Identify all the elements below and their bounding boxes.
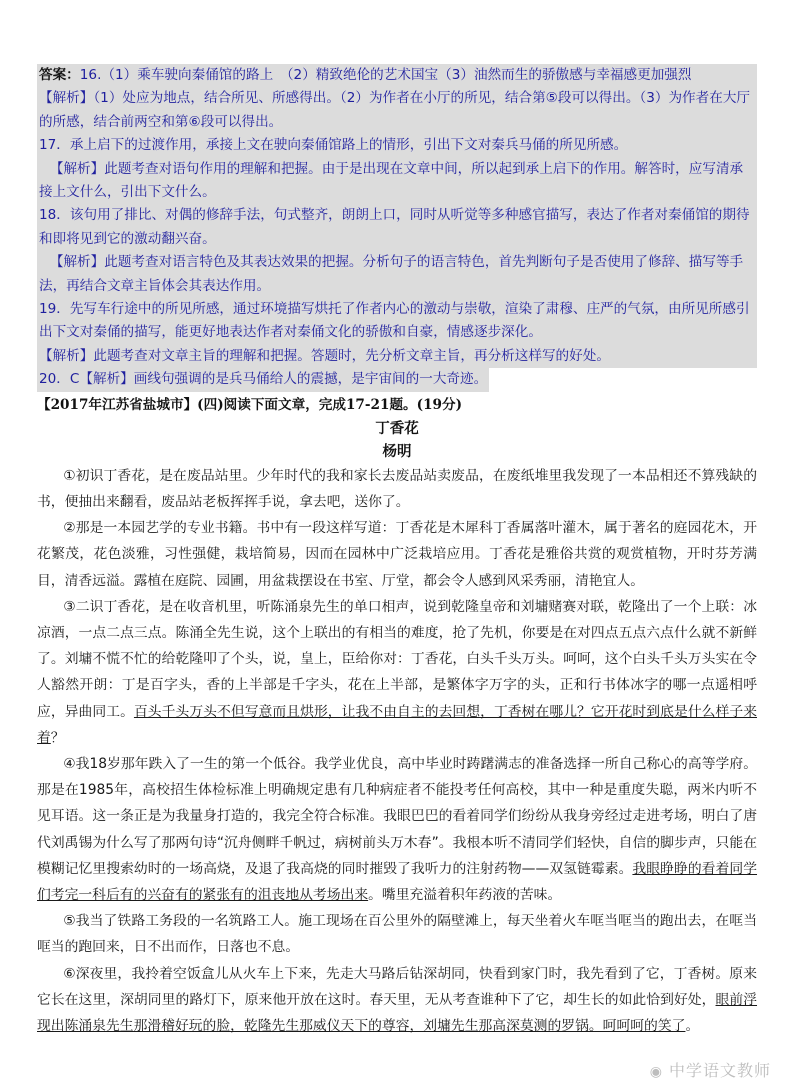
watermark-text: 中学语文教师	[668, 1061, 771, 1080]
answer-16-analysis: 【解析】（1）处应为地点，结合所见、所感得出。（2）为作者在小厅的所见，结合第⑤段可以得出。（3）为作者在大厅的所感，结合前两空和第⑥段可以得出。	[39, 90, 751, 130]
answer-19-analysis: 【解析】此题考查对文章主旨的理解和把握。答题时，先分析文章主旨，再分析这样写的好处。	[39, 347, 610, 364]
paragraph-6: ⑥深夜里，我拎着空饭盒儿从火车上下来，先走大马路后钻深胡同，快看到家门时，我先看到了它，丁香树。原来它长在这里，深胡同里的路灯下，原来他开放在这时。春天里，无从考查谁种下了它，却生长的如此恰到好处，眼前浮现出陈涌泉先生那滑稽好玩的脸，乾隆先生那威仪天下的尊容，刘墉先生那高深莫测的罗锅。呵呵呵的笑了。	[37, 965, 758, 1034]
watermark	[650, 1058, 771, 1081]
article-title: 丁香花	[375, 419, 419, 437]
wechat-icon: ◉	[649, 1064, 663, 1080]
answer-19: 19．先写车行途中的所见所感，通过环境描写烘托了作者内心的激动与崇敬，渲染了肃穆、庄严的气氛，由所见所感引出下文对秦俑的描写，能更好地表达作者对秦俑文化的骄傲和自豪，情感逐步深化。	[39, 301, 750, 341]
answer-label: 答案：	[39, 67, 80, 83]
question-source-line: 【2017年江苏省盐城市】(四)阅读下面文章，完成17-21题。(19分)	[37, 396, 463, 413]
paragraph-1: ①初识丁香花，是在废品站里。少年时代的我和家长去废品站卖废品，在废纸堆里我发现了一本品相还不算残缺的书，便抽出来翻看，废品站老板挥挥手说，拿去吧，送你了。	[37, 467, 757, 510]
paragraph-2: ②那是一本园艺学的专业书籍。书中有一段这样写道：丁香花是木犀科丁香属落叶灌木，属于著名的庭园花木，开花繁茂，花色淡雅，习性强健，栽培简易，因而在园林中广泛栽培应用。丁香花是雅俗共赏的观赏植物，开时芬芳满目，清香远溢。露植在庭院、园圃，用盆栽摆设在书室、厅堂，都会令人感到风采秀丽，清艳宜人。	[37, 520, 757, 589]
underlined-sentence: 百头千头万头不但写意而且烘形，让我不由自主的去回想，丁香树在哪儿？它开花时到底是什么样子来着	[37, 703, 758, 746]
article-author: 杨明	[382, 442, 412, 460]
answer-20: 20．C【解析】画线句强调的是兵马俑给人的震撼，是宇宙间的一大奇迹。	[37, 368, 489, 391]
answer-16: 答案：16.（1）乘车驶向秦俑馆的路上 （2）精致绝伦的艺术国宝（3）油然而生的骄傲感与幸福感更加强烈	[39, 67, 692, 83]
paragraph-5: ⑤我当了铁路工务段的一名筑路工人。施工现场在百公里外的隔壁滩上，每天坐着火车哐当哐当的跑出去，在哐当哐当的跑回来，日不出而作，日落也不息。	[37, 913, 757, 956]
answer-17: 17．承上启下的过渡作用，承接上文在驶向秦俑馆路上的情形，引出下文对秦兵马俑的所见所感。	[39, 137, 628, 154]
paragraph-4: ④我18岁那年跌入了一生的第一个低谷。我学业优良，高中毕业时踌躇满志的准备选择一所自己称心的高等学府。那是在1985年，高校招生体检标准上明确规定患有几种病症者不能投考任何高校，其中一种是重度失聪，两米内听不见耳语。这一条正是为我量身打造的，我完全符合标准。我眼巴巴的看着同学们纷纷从我身旁经过走进考场，明白了唐代刘禹锡为什么写了那两句诗“沉舟侧畔千帆过，病树前头万木春”。我根本听不清同学们轻快，自信的脚步声，只能在模糊记忆里搜索幼时的一场高烧，及退了我高烧的同时摧毁了我听力的注射药物——双氢链霉素。我眼睁睁的看着同学们考完一科后有的兴奋有的紧张有的沮丧地从考场出来。嘴里充溢着积年药液的苦味。	[37, 755, 758, 903]
paragraph-3: ③二识丁香花，是在收音机里，听陈涌泉先生的单口相声，说到乾隆皇帝和刘墉赌赛对联，乾隆出了一个上联：冰凉酒，一点二点三点。陈涌全先生说，这个上联出的有相当的难度，抢了先机，你要是在对四点五点六点什么就不新鲜了。刘墉不慌不忙的给乾隆叩了个头，说，皇上，臣给你对：丁香花，白头千头万头。呵呵，这个白头千头万头实在令人豁然开朗：丁是百字头，香的上半部是千字头，花在上半部，是繁体字万字的头，正和行书体冰字的哪一点遥相呼应，异曲同工。百头千头万头不但写意而且烘形，让我不由自主的去回想，丁香树在哪儿？它开花时到底是什么样子来着？	[37, 598, 758, 746]
answer-17-analysis: 【解析】此题考查对语句作用的理解和把握。由于是出现在文章中间，所以起到承上启下的作用。解答时，应写清承接上文什么，引出下文什么。	[39, 160, 744, 201]
answer-18: 18．该句用了排比、对偶的修辞手法，句式整齐，朗朗上口，同时从听觉等多种感官描写，表达了作者对秦俑馆的期待和即将见到它的激动翻兴奋。	[39, 207, 750, 247]
answer-section	[37, 64, 757, 368]
answer-18-analysis: 【解析】此题考查对语言特色及其表达效果的把握。分析句子的语言特色，首先判断句子是否使用了修辞、描写等手法，再结合文章主旨体会其表达作用。	[39, 254, 744, 294]
underlined-sentence: 我眼睁睁的看着同学们考完一科后有的兴奋有的紧张有的沮丧地从考场出来	[37, 860, 758, 903]
underlined-sentence: 眼前浮现出陈涌泉先生那滑稽好玩的脸，乾隆先生那威仪天下的尊容，刘墉先生那高深莫测的罗锅。呵呵呵的笑了	[37, 991, 758, 1034]
document-page	[37, 64, 757, 1039]
